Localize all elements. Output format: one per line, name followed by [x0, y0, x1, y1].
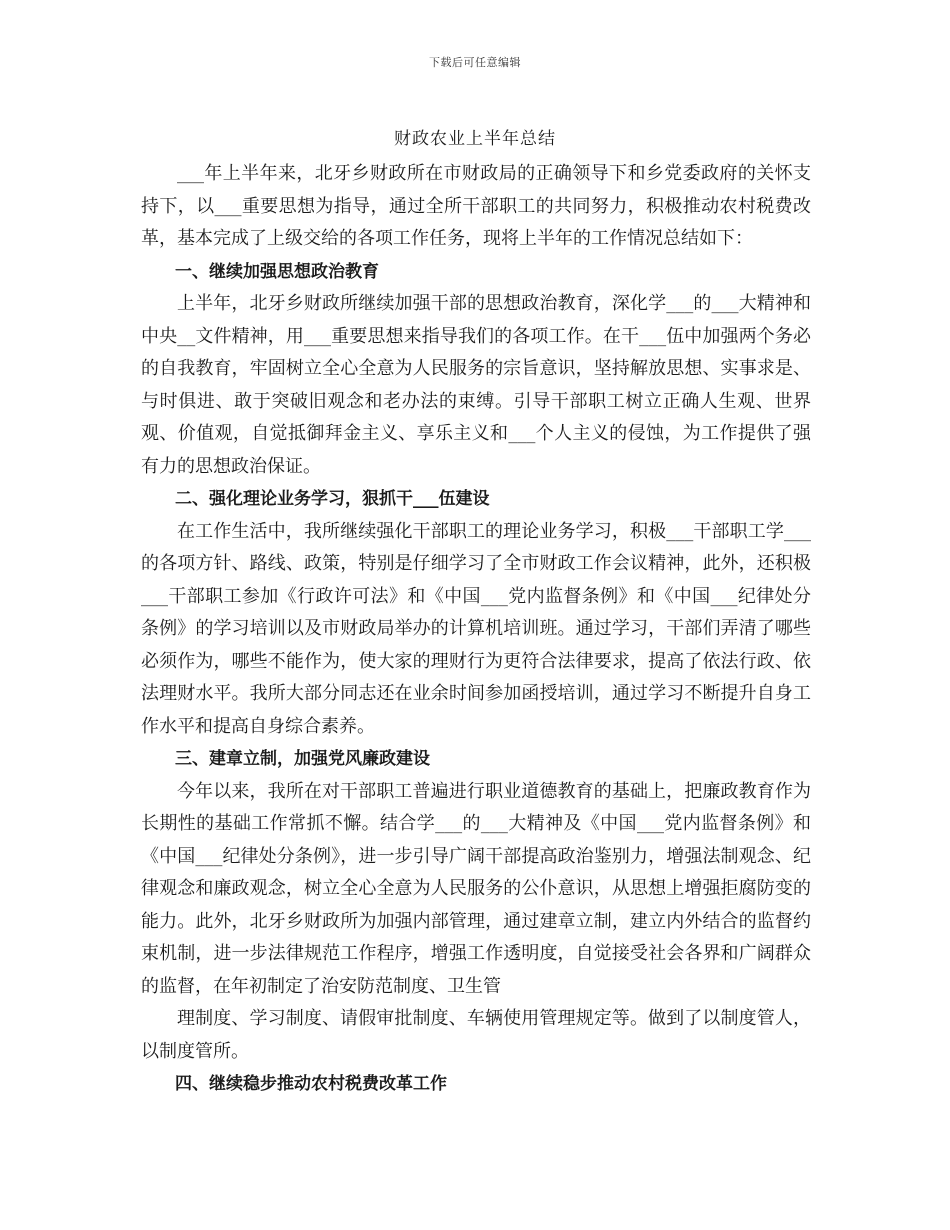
paragraph-section-3: 今年以来，我所在对干部职工普遍进行职业道德教育的基础上，把廉政教育作为长期性的基础工作常抓不懈。结合学___的___大精神及《中国___党内监督条例》和《中国___纪律处分条例》，进一步引导广阔干部提高政治鉴别力，增强法制观念、纪律观念和廉政观念，树立全心全意为人民服务的公仆意识，从思想上增强拒腐防变的能力。此外，北牙乡财政所为加强内部管理，通过建章立制，建立内外结合的监督约束机制，进一步法律规范工作程序，增强工作透明度，自觉接受社会各界和广阔群众的监督，在年初制定了治安防范制度、卫生管 — [141, 780, 811, 997]
header-note: 下载后可任意编辑 — [429, 56, 521, 69]
section-heading-4: 四、继续稳步推动农村税费改革工作 — [175, 1074, 447, 1094]
section-heading-2: 二、强化理论业务学习，狠抓干___伍建设 — [175, 489, 490, 509]
paragraph-section-3-cont: 理制度、学习制度、请假审批制度、车辆使用管理规定等。做到了以制度管人，以制度管所。 — [141, 1008, 811, 1062]
paragraph-section-2: 在工作生活中，我所继续强化干部职工的理论业务学习，积极___干部职工学___的各项方针、路线、政策，特别是仔细学习了全市财政工作会议精神，此外，还积极___干部职工参加《行政许可法》和《中国___党内监督条例》和《中国___纪律处分条例》的学习培训以及市财政局举办的计算机培训班。通过学习，干部们弄清了哪些必须作为，哪些不能作为，使大家的理财行为更符合法律要求，提高了依法行政、依法理财水平。我所大部分同志还在业余时间参加函授培训，通过学习不断提升自身工作水平和提高自身综合素养。 — [141, 520, 811, 737]
section-heading-3: 三、建章立制，加强党风廉政建设 — [175, 749, 430, 769]
paragraph-section-1: 上半年，北牙乡财政所继续加强干部的思想政治教育，深化学___的___大精神和中央__文件精神，用___重要思想来指导我们的各项工作。在干___伍中加强两个务必的自我教育，牢固树立全心全意为人民服务的宗旨意识，坚持解放思想、实事求是、与时俱进、敢于突破旧观念和老办法的束缚。引导干部职工树立正确人生观、世界观、价值观，自觉抵御拜金主义、享乐主义和___个人主义的侵蚀，为工作提供了强有力的思想政治保证。 — [141, 293, 811, 477]
document-body — [141, 158, 811, 1101]
paragraph-intro: ___年上半年来，北牙乡财政所在市财政局的正确领导下和乡党委政府的关怀支持下，以___重要思想为指导，通过全所干部职工的共同努力，积极推动农村税费改革，基本完成了上级交给的各项工作任务，现将上半年的工作情况总结如下： — [141, 163, 811, 249]
section-heading-1: 一、继续加强思想政治教育 — [175, 261, 379, 282]
document-title: 财政农业上半年总结 — [394, 129, 556, 149]
